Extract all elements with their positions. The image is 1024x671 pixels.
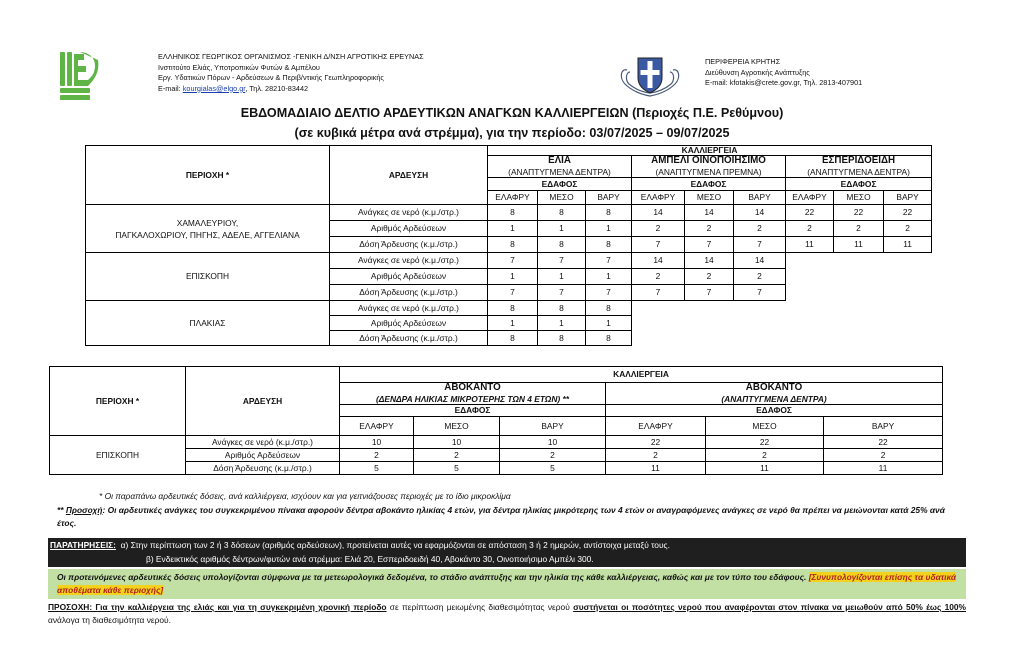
- crop-sub-citrus: (ΑΝΑΠΤΥΓΜΕΝΑ ΔΕΝΤΡΑ): [786, 167, 932, 178]
- email-link[interactable]: kourgialas@elgo.gr: [182, 83, 246, 93]
- data-cell: 8: [586, 301, 632, 316]
- observations-label: ΠΑΡΑΤΗΡΗΣΕΙΣ:: [50, 540, 116, 550]
- data-cell: 2: [734, 221, 786, 237]
- data-cell: 11: [786, 237, 834, 253]
- header-region: ΠΕΡΙΟΧΗ *: [50, 367, 186, 436]
- soil-header-citrus: ΕΔΑΦΟΣ: [786, 178, 932, 191]
- crop-sub-avocado-young: (ΔΕΝΔΡΑ ΗΛΙΚΙΑΣ ΜΙΚΡΟΤΕΡΗΣ ΤΩΝ 4 ΕΤΩΝ) **: [340, 394, 606, 405]
- directorate-name: Διεύθυνση Αγροτικής Ανάπτυξης: [705, 67, 810, 77]
- data-cell: 2: [824, 449, 943, 462]
- data-cell: 8: [488, 331, 538, 346]
- data-cell: 22: [606, 436, 706, 449]
- methodology-highlight: [Συνυπολογίζονται επίσης τα υδατικά αποθέματα κάθε περιοχής]: [57, 572, 957, 595]
- region-name: ΕΠΙΣΚΟΠΗ: [50, 436, 186, 475]
- row-label-water-needs: Ανάγκες σε νερό (κ.μ./στρ.): [330, 253, 488, 269]
- warning-part-2: σε περίπτωση μειωμένης διαθεσιμότητας νερού: [386, 602, 574, 612]
- phone-text: , Τηλ. 28210-83442: [245, 83, 309, 93]
- empty-cell: [786, 253, 932, 269]
- data-cell: 14: [685, 253, 734, 269]
- header-crops: ΚΑΛΛΙΕΡΓΕΙΑ: [488, 146, 932, 156]
- data-cell: 2: [734, 269, 786, 285]
- row-label-dose: Δόση Άρδευσης (κ.μ./στρ.): [330, 285, 488, 301]
- data-cell: 1: [488, 269, 538, 285]
- row-label-dose: Δόση Άρδευσης (κ.μ./στρ.): [330, 237, 488, 253]
- olive-warning: [48, 601, 966, 626]
- soil-header-avocado-young: ΕΔΑΦΟΣ: [340, 405, 606, 417]
- data-cell: 8: [538, 331, 586, 346]
- data-cell: 22: [824, 436, 943, 449]
- row-label-irrigations: Αριθμός Αρδεύσεων: [330, 316, 488, 331]
- warning-part-1: ΠΡΟΣΟΧΗ: Για την καλλιέργεια της ελιάς και για τη συγκεκριμένη χρονική περίοδο: [48, 602, 387, 612]
- data-cell: 14: [734, 205, 786, 221]
- row-label-dose: Δόση Άρδευσης (κ.μ./στρ.): [186, 462, 340, 475]
- data-cell: 1: [586, 316, 632, 331]
- data-cell: 1: [586, 269, 632, 285]
- data-cell: 11: [824, 462, 943, 475]
- data-cell: 11: [706, 462, 824, 475]
- empty-cell: [632, 316, 932, 331]
- empty-cell: [632, 331, 932, 346]
- data-cell: 5: [340, 462, 414, 475]
- data-cell: 8: [488, 237, 538, 253]
- data-cell: 2: [786, 221, 834, 237]
- crop-sub-avocado-mature: (ΑΝΑΠΤΥΓΜΕΝΑ ΔΕΝΤΡΑ): [606, 394, 943, 405]
- contact-line: [158, 84, 578, 95]
- soil-light: ΕΛΑΦΡΥ: [786, 191, 834, 205]
- data-cell: 2: [632, 221, 685, 237]
- data-cell: 7: [538, 285, 586, 301]
- region-name: ΠΕΡΙΦΕΡΕΙΑ ΚΡΗΤΗΣ: [705, 57, 781, 66]
- header-left-text: [158, 52, 578, 94]
- soil-heavy: ΒΑΡΥ: [884, 191, 932, 205]
- soil-medium: ΜΕΣΟ: [706, 417, 824, 436]
- soil-header-vine: ΕΔΑΦΟΣ: [632, 178, 786, 191]
- data-cell: 8: [586, 331, 632, 346]
- data-cell: 1: [586, 221, 632, 237]
- data-cell: 7: [586, 253, 632, 269]
- data-cell: 7: [488, 285, 538, 301]
- email-label: E-mail:: [158, 83, 181, 93]
- methodology-note: [48, 569, 966, 599]
- soil-header-avocado-mature: ΕΔΑΦΟΣ: [606, 405, 943, 417]
- crop-name-avocado-mature: ΑΒΟΚΑΝΤΟ: [606, 383, 943, 394]
- observation-a: [50, 539, 670, 552]
- row-label-irrigations: Αριθμός Αρδεύσεων: [186, 449, 340, 462]
- data-cell: 8: [538, 237, 586, 253]
- data-cell: 2: [834, 221, 884, 237]
- data-cell: 7: [632, 237, 685, 253]
- region-name: ΠΛΑΚΙΑΣ: [86, 301, 330, 346]
- data-cell: 10: [340, 436, 414, 449]
- header-left: [58, 50, 424, 102]
- soil-medium: ΜΕΣΟ: [414, 417, 500, 436]
- soil-medium: ΜΕΣΟ: [538, 191, 586, 205]
- row-label-water-needs: Ανάγκες σε νερό (κ.μ./στρ.): [330, 301, 488, 316]
- data-cell: 1: [488, 316, 538, 331]
- soil-heavy: ΒΑΡΥ: [824, 417, 943, 436]
- data-cell: 2: [414, 449, 500, 462]
- data-cell: 2: [340, 449, 414, 462]
- header-right-text: [705, 57, 1005, 89]
- footnote-double-star: [57, 504, 957, 529]
- data-cell: 8: [538, 205, 586, 221]
- data-cell: 2: [500, 449, 606, 462]
- header-irrigation: ΑΡΔΕΥΣΗ: [330, 146, 488, 205]
- elgo-dimitra-logo-icon: [58, 50, 150, 102]
- methodology-text: Οι προτεινόμενες αρδευτικές δόσεις υπολογίζονται σύμφωνα με τα μετεωρολογικά δεδομένα, το στάδιο ανάπτυξης και την ηλικία της κάθε καλλιέργειας, καθώς και με τον τύπο του εδάφους.: [57, 572, 809, 582]
- footnote-marker: **: [57, 505, 66, 515]
- data-cell: 14: [734, 253, 786, 269]
- soil-heavy: ΒΑΡΥ: [734, 191, 786, 205]
- org-line-1: ΕΛΛΗΝΙΚΟΣ ΓΕΩΡΓΙΚΟΣ ΟΡΓΑΝΙΣΜΟΣ -ΓΕΝΙΚΗ Δ/ΝΣΗ ΑΓΡΟΤΙΚΗΣ ΕΡΕΥΝΑΣ: [158, 52, 424, 61]
- region-contact: E-mail: kfotakis@crete.gov.gr, Τηλ. 2813-407901: [705, 78, 863, 88]
- data-cell: 7: [685, 237, 734, 253]
- data-cell: 7: [586, 285, 632, 301]
- data-cell: 5: [500, 462, 606, 475]
- observations-box: [48, 538, 966, 567]
- soil-light: ΕΛΑΦΡΥ: [340, 417, 414, 436]
- row-label-water-needs: Ανάγκες σε νερό (κ.μ./στρ.): [186, 436, 340, 449]
- data-cell: 1: [538, 221, 586, 237]
- data-cell: 2: [884, 221, 932, 237]
- header-irrigation: ΑΡΔΕΥΣΗ: [186, 367, 340, 436]
- crop-sub-vine: (ΑΝΑΠΤΥΓΜΕΝΑ ΠΡΕΜΝΑ): [632, 167, 786, 178]
- data-cell: 14: [685, 205, 734, 221]
- org-line-2: Ινστιτούτο Ελιάς, Υποτροπικών Φυτών & Αμπέλου: [158, 62, 320, 72]
- row-label-irrigations: Αριθμός Αρδεύσεων: [330, 269, 488, 285]
- soil-heavy: ΒΑΡΥ: [586, 191, 632, 205]
- soil-light: ΕΛΑΦΡΥ: [632, 191, 685, 205]
- region-name: ΧΑΜΑΛΕΥΡΙΟΥ, ΠΑΓΚΑΛΟΧΩΡΙΟΥ, ΠΗΓΗΣ, ΑΔΕΛΕ, ΑΓΓΕΛΙΑΝΑ: [86, 205, 330, 253]
- crop-name-olive: ΕΛΙΑ: [488, 156, 632, 167]
- soil-light: ΕΛΑΦΡΥ: [606, 417, 706, 436]
- crop-sub-olive: (ΑΝΑΠΤΥΓΜΕΝΑ ΔΕΝΤΡΑ): [488, 167, 632, 178]
- data-cell: 22: [834, 205, 884, 221]
- greek-state-emblem-icon: [617, 50, 683, 100]
- footnote-caution-label: Προσοχή: [65, 505, 103, 515]
- data-cell: 8: [538, 301, 586, 316]
- data-cell: 8: [586, 237, 632, 253]
- warning-part-3: συστήνεται οι ποσότητες νερού που αναφέρονται στον πίνακα να μειωθούν από 50% έως 100%: [573, 602, 967, 612]
- data-cell: 22: [884, 205, 932, 221]
- soil-medium: ΜΕΣΟ: [685, 191, 734, 205]
- data-cell: 7: [538, 253, 586, 269]
- data-cell: 2: [706, 449, 824, 462]
- data-cell: 10: [414, 436, 500, 449]
- empty-cell: [786, 285, 932, 301]
- data-cell: 7: [488, 253, 538, 269]
- header-crops: ΚΑΛΛΙΕΡΓΕΙΑ: [340, 367, 943, 383]
- data-cell: 5: [414, 462, 500, 475]
- soil-heavy: ΒΑΡΥ: [500, 417, 606, 436]
- data-cell: 22: [706, 436, 824, 449]
- header-region: ΠΕΡΙΟΧΗ *: [86, 146, 330, 205]
- crop-name-vine: ΑΜΠΕΛΙ ΟΙΝΟΠΟΙΗΣΙΜΟ: [632, 156, 786, 167]
- row-label-irrigations: Αριθμός Αρδεύσεων: [330, 221, 488, 237]
- data-cell: 11: [884, 237, 932, 253]
- region-name: ΕΠΙΣΚΟΠΗ: [86, 253, 330, 301]
- data-cell: 2: [685, 221, 734, 237]
- header-right: [617, 50, 863, 105]
- soil-medium: ΜΕΣΟ: [834, 191, 884, 205]
- data-cell: 14: [632, 205, 685, 221]
- data-cell: 1: [538, 269, 586, 285]
- data-cell: 7: [734, 285, 786, 301]
- data-cell: 7: [632, 285, 685, 301]
- bulletin-subtitle: (σε κυβικά μέτρα ανά στρέμμα), για την περίοδο: 03/07/2025 – 09/07/2025: [294, 126, 730, 140]
- data-cell: 1: [538, 316, 586, 331]
- row-label-dose: Δόση Άρδευσης (κ.μ./στρ.): [330, 331, 488, 346]
- warning-part-4: ανάλογα τη διαθεσιμότητα νερού.: [48, 614, 171, 625]
- crop-name-citrus: ΕΣΠΕΡΙΔΟΕΙΔΗ: [786, 156, 932, 167]
- data-cell: 2: [632, 269, 685, 285]
- data-cell: 8: [586, 205, 632, 221]
- data-cell: 2: [685, 269, 734, 285]
- org-line-3: Εργ. Υδατικών Πόρων - Αρδεύσεων & Περιβ/ντικής Γεωπληροφορικής: [158, 73, 384, 83]
- data-cell: 10: [500, 436, 606, 449]
- empty-cell: [632, 301, 932, 316]
- soil-light: ΕΛΑΦΡΥ: [488, 191, 538, 205]
- bulletin-title: ΕΒΔΟΜΑΔΙΑΙΟ ΔΕΛΤΙΟ ΑΡΔΕΥΤΙΚΩΝ ΑΝΑΓΚΩΝ ΚΑΛΛΙΕΡΓΕΙΩΝ (Περιοχές Π.Ε. Ρεθύμνου): [240, 106, 784, 120]
- footnote-star: * Οι παραπάνω αρδευτικές δόσεις, ανά καλλιέργεια, ισχύουν και για γειτνιάζουσες περιοχές με το ίδιο μικροκλίμα: [99, 491, 511, 501]
- data-cell: 2: [606, 449, 706, 462]
- row-label-water-needs: Ανάγκες σε νερό (κ.μ./στρ.): [330, 205, 488, 221]
- irrigation-table-avocado: [49, 366, 943, 475]
- soil-header-olive: ΕΔΑΦΟΣ: [488, 178, 632, 191]
- data-cell: 14: [632, 253, 685, 269]
- footnote-caution-text: : Οι αρδευτικές ανάγκες του συγκεκριμένου πίνακα αφορούν δέντρα αβοκάντο ηλικίας 4 ετών, για δέντρα ηλικίας μικρότερης των 4 ετών οι αναγραφόμενες ανάγκες σε νερό θα πρέπει να μειώνονται κατά 25% ανά έτος.: [57, 505, 945, 528]
- irrigation-table-main: [85, 145, 932, 346]
- data-cell: 7: [685, 285, 734, 301]
- data-cell: 1: [488, 221, 538, 237]
- observation-b-text: β) Ενδεικτικός αριθμός δέντρων/φυτών ανά στρέμμα: Ελιά 20, Εσπεριδοειδή 40, Αβοκάντο 30, Οινοποιήσιμο Αμπέλι 300.: [146, 554, 594, 564]
- observation-a-text: α) Στην περίπτωση των 2 ή 3 δόσεων (αριθμός αρδεύσεων), προτείνεται αυτές να εφαρμόζονται σε απόσταση 3 ή 2 ημερών, αντίστοιχα μεταξύ τους.: [120, 540, 670, 550]
- data-cell: 8: [488, 301, 538, 316]
- empty-cell: [786, 269, 932, 285]
- data-cell: 7: [734, 237, 786, 253]
- crop-name-avocado-young: ΑΒΟΚΑΝΤΟ: [340, 383, 606, 394]
- data-cell: 22: [786, 205, 834, 221]
- data-cell: 11: [606, 462, 706, 475]
- data-cell: 11: [834, 237, 884, 253]
- data-cell: 8: [488, 205, 538, 221]
